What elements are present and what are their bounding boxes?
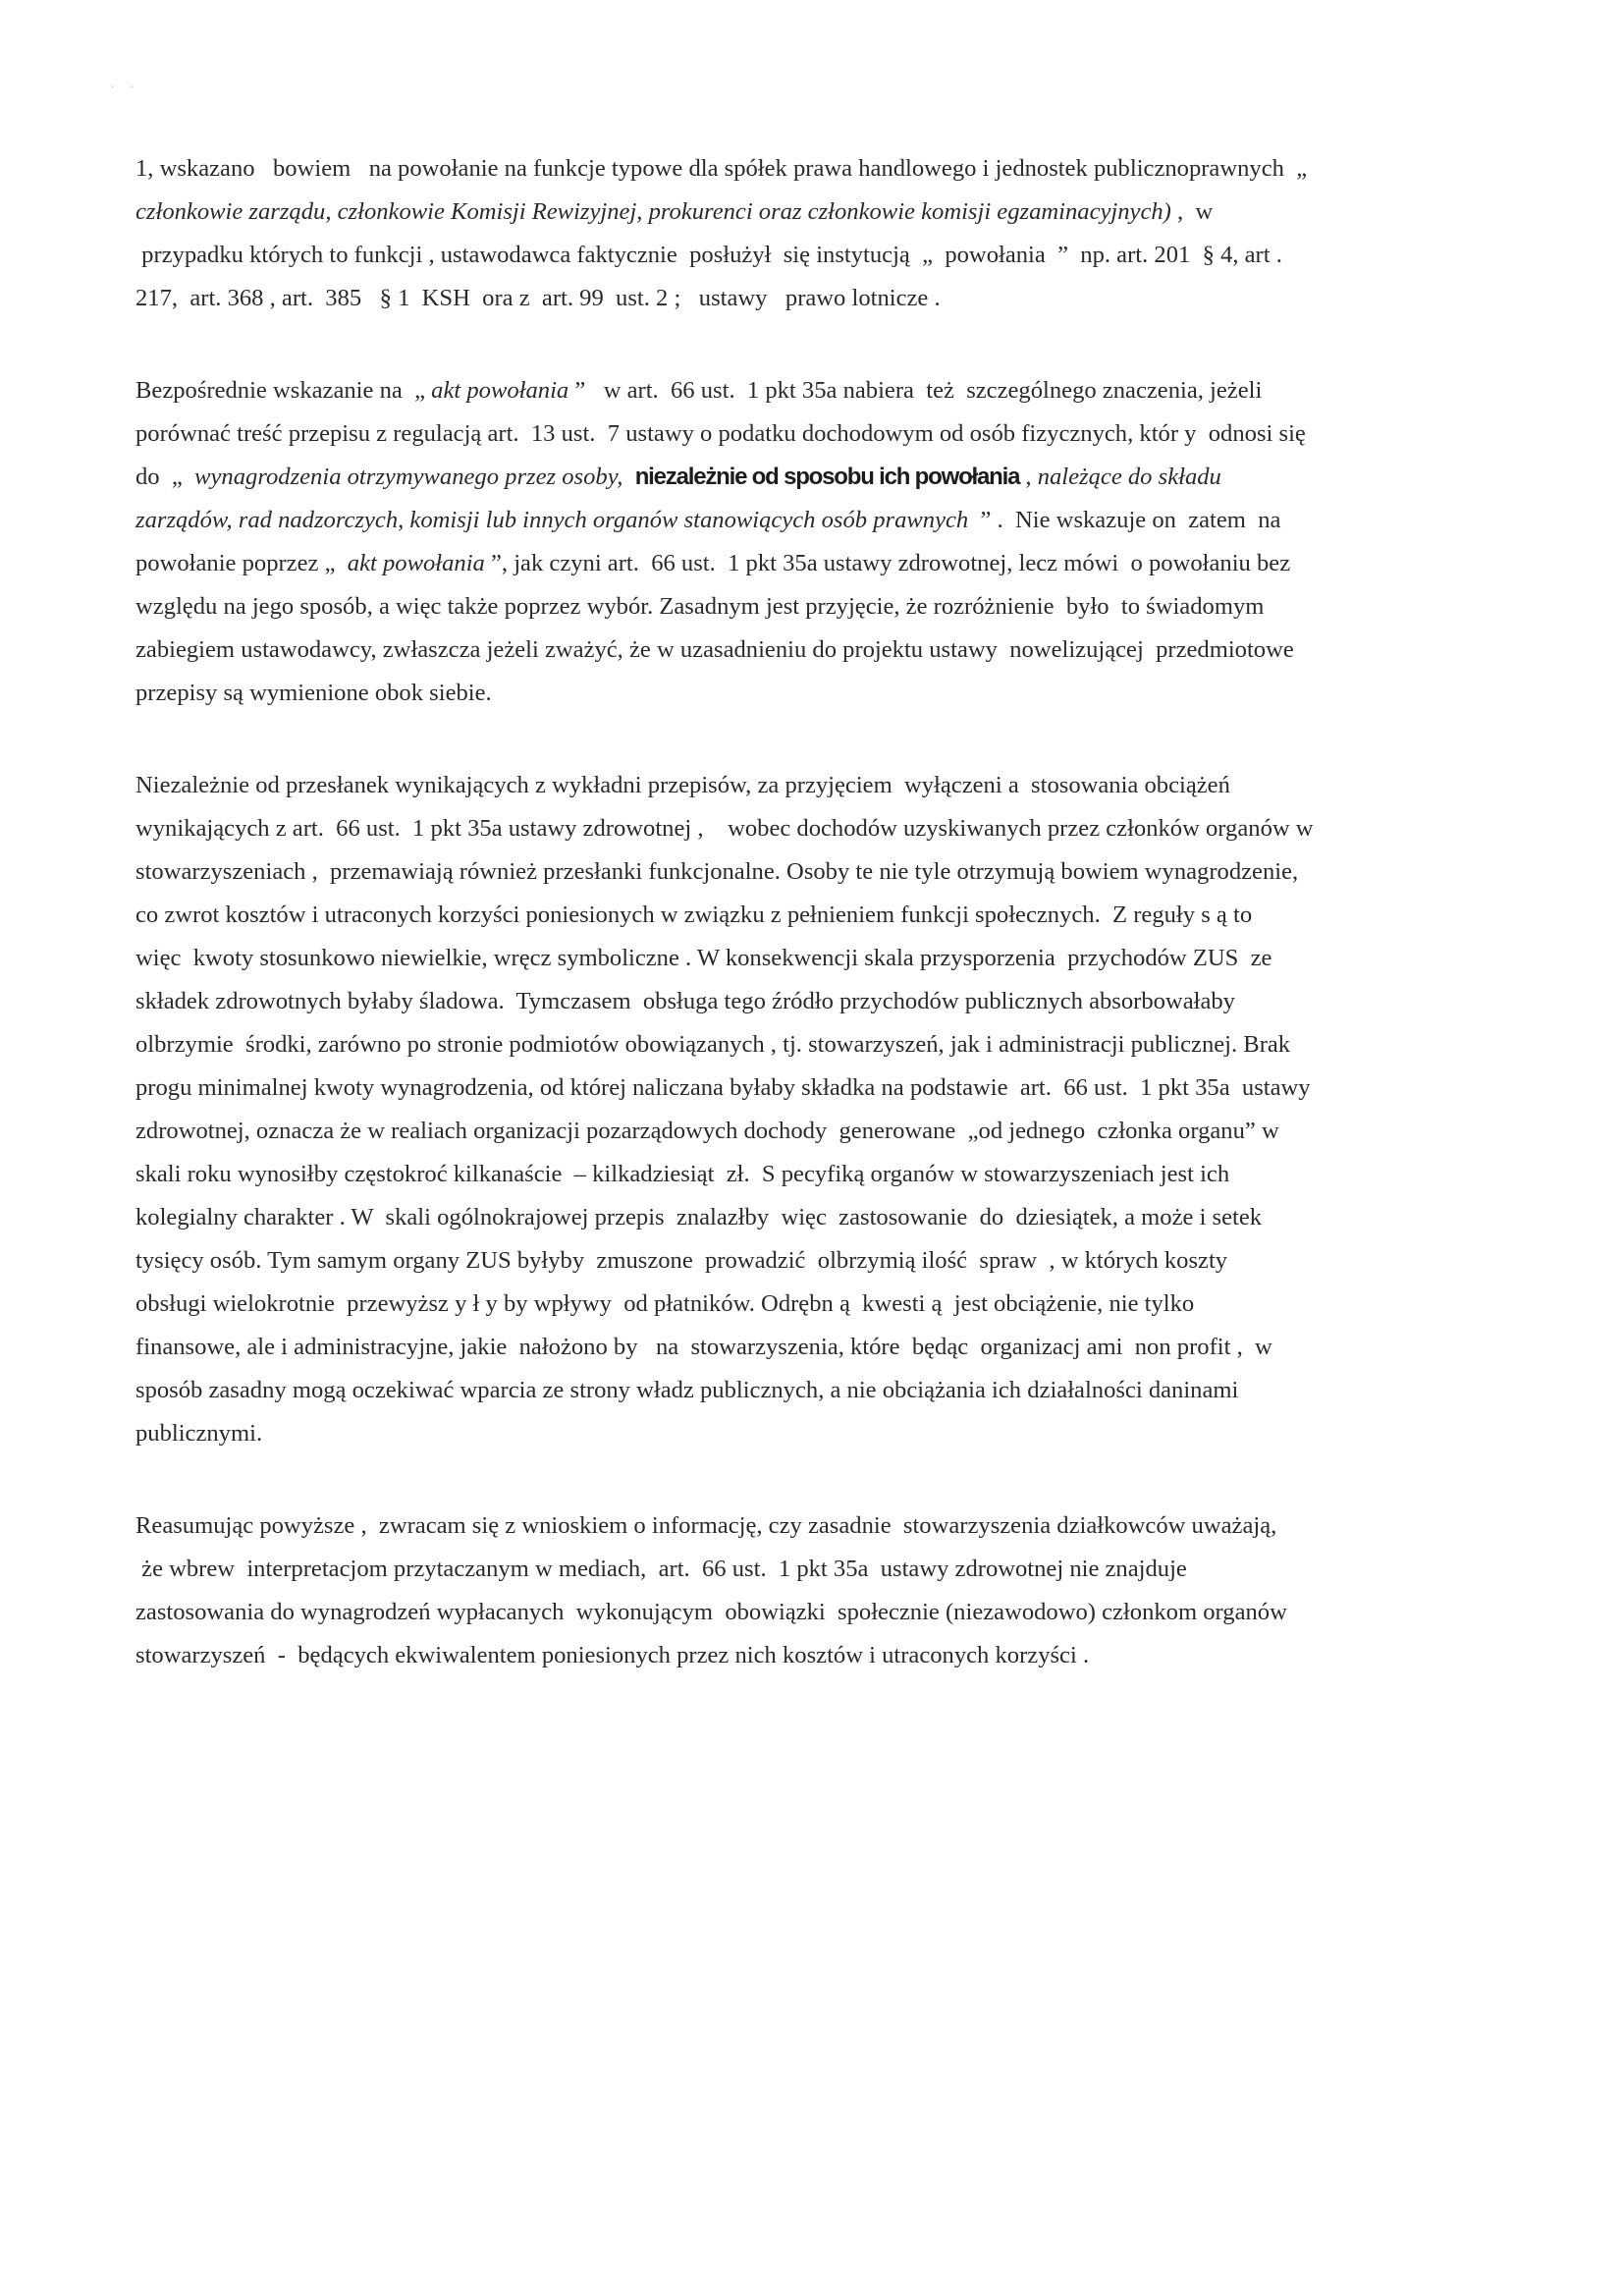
text-segment: względu na jego sposób, a więc także poprzez wybór. Zasadnym jest przyjęcie, że rozróżnienie było to świadomym	[135, 593, 1265, 620]
text-segment: zabiegiem ustawodawcy, zwłaszcza jeżeli zważyć, że w uzasadnieniu do projektu ustawy nowelizującej przedmiotowe	[135, 636, 1294, 663]
text-line	[135, 1369, 1500, 1412]
text-segment: Reasumując powyższe , zwracam się z wnioskiem o informację, czy zasadnie stowarzyszenia działkowców uważają,	[135, 1512, 1277, 1539]
text-line	[135, 764, 1500, 807]
text-line	[135, 1504, 1500, 1548]
text-line	[135, 369, 1500, 412]
text-line	[135, 1110, 1500, 1153]
text-line	[135, 1196, 1500, 1239]
italic-text: zarządów, rad nadzorczych, komisji lub innych organów stanowiących osób prawnych	[135, 507, 969, 533]
text-segment: wynikających z art. 66 ust. 1 pkt 35a ustawy zdrowotnej , wobec dochodów uzyskiwanych przez członków organów w	[135, 815, 1314, 842]
text-line	[135, 1283, 1500, 1326]
text-segment: stowarzyszeń - będących ekwiwalentem poniesionych przez nich kosztów i utraconych korzyści .	[135, 1642, 1090, 1668]
text-line	[135, 807, 1500, 850]
text-segment: ” . Nie wskazuje on zatem na	[968, 507, 1281, 533]
text-segment: składek zdrowotnych byłaby śladowa. Tymczasem obsługa tego źródło przychodów publicznych absorbowałaby	[135, 988, 1235, 1014]
text-segment: kolegialny charakter . W skali ogólnokrajowej przepis znalazłby więc zastosowanie do dziesiątek, a może i setek	[135, 1204, 1263, 1230]
text-line	[135, 850, 1500, 894]
text-segment: stowarzyszeniach , przemawiają również przesłanki funkcjonalne. Osoby te nie tyle otrzymują bowiem wynagrodzenie,	[135, 858, 1299, 885]
text-line	[135, 456, 1500, 499]
text-line	[135, 499, 1500, 542]
italic-text: akt powołania	[431, 377, 569, 404]
text-line	[135, 1412, 1500, 1455]
paragraph-gap	[135, 715, 1500, 764]
paragraph-3	[135, 764, 1500, 1455]
text-segment: ” w art. 66 ust. 1 pkt 35a nabiera też szczególnego znaczenia, jeżeli	[568, 377, 1263, 404]
paragraph-2	[135, 369, 1500, 715]
text-line	[135, 277, 1500, 320]
text-segment: tysięcy osób. Tym samym organy ZUS byłyby zmuszone prowadzić olbrzymią ilość spraw , w których koszty	[135, 1247, 1228, 1274]
text-line	[135, 1548, 1500, 1591]
text-segment: przypadku których to funkcji , ustawodawca faktycznie posłużył się instytucją „ powołania ” np. art. 201 § 4, art .	[135, 242, 1282, 268]
text-segment: więc kwoty stosunkowo niewielkie, wręcz symboliczne . W konsekwencji skala przysporzenia przychodów ZUS ze	[135, 945, 1272, 971]
paragraph-gap	[135, 1455, 1500, 1504]
text-segment: ”, jak czyni art. 66 ust. 1 pkt 35a ustawy zdrowotnej, lecz mówi o powołaniu bez	[484, 550, 1291, 576]
scan-artifact-mark: · ·	[110, 81, 140, 95]
text-segment: co zwrot kosztów i utraconych korzyści poniesionych w związku z pełnieniem funkcji społecznych. Z reguły s ą to	[135, 902, 1253, 928]
text-line	[135, 672, 1500, 715]
letter-body	[135, 147, 1500, 1677]
italic-text: należące do składu	[1037, 464, 1221, 490]
text-line	[135, 585, 1500, 629]
text-line	[135, 1153, 1500, 1196]
text-segment: , w	[1170, 198, 1214, 225]
text-segment: obsługi wielokrotnie przewyższ y ł y by wpływy od płatników. Odrębn ą kwesti ą jest obciążenie, nie tylko	[135, 1290, 1195, 1317]
text-line	[135, 1023, 1500, 1066]
italic-text: członkowie zarządu, członkowie Komisji Rewizyjnej, prokurenci oraz członkowie komisji egzaminacyjnych)	[135, 198, 1171, 225]
text-segment: publicznymi.	[135, 1420, 263, 1447]
text-segment: progu minimalnej kwoty wynagrodzenia, od której naliczana byłaby składka na podstawie art. 66 ust. 1 pkt 35a ustawy	[135, 1074, 1311, 1101]
italic-text: akt powołania	[347, 550, 485, 576]
italic-text: wynagrodzenia otrzymywanego przez osoby,	[194, 464, 623, 490]
text-segment	[622, 464, 634, 490]
text-segment: ,	[1019, 464, 1038, 490]
text-segment: finansowe, ale i administracyjne, jakie nałożono by na stowarzyszenia, które będąc organizacj ami non profit , w	[135, 1334, 1272, 1360]
text-segment: sposób zasadny mogą oczekiwać wparcia ze strony władz publicznych, a nie obciążania ich działalności daninami	[135, 1377, 1239, 1403]
text-segment: zastosowania do wynagrodzeń wypłacanych wykonującym obowiązki społecznie (niezawodowo) członkom organów	[135, 1599, 1287, 1625]
text-segment: powołanie poprzez „	[135, 550, 348, 576]
text-segment: że wbrew interpretacjom przytaczanym w mediach, art. 66 ust. 1 pkt 35a ustawy zdrowotnej nie znajduje	[135, 1556, 1187, 1582]
text-segment: olbrzymie środki, zarówno po stronie podmiotów obowiązanych , tj. stowarzyszeń, jak i administracji publicznej. Brak	[135, 1031, 1291, 1058]
text-line	[135, 234, 1500, 277]
text-line	[135, 629, 1500, 672]
text-line	[135, 1634, 1500, 1677]
text-segment: 1, wskazano bowiem na powołanie na funkcje typowe dla spółek prawa handlowego i jednostek publicznoprawnych „	[135, 155, 1308, 182]
text-segment: porównać treść przepisu z regulacją art. 13 ust. 7 ustawy o podatku dochodowym od osób fizycznych, któr y odnosi się	[135, 420, 1306, 447]
text-line	[135, 1326, 1500, 1369]
text-line	[135, 147, 1500, 191]
text-line	[135, 412, 1500, 456]
text-line	[135, 894, 1500, 937]
text-line	[135, 1591, 1500, 1634]
text-line	[135, 542, 1500, 585]
text-line	[135, 937, 1500, 980]
paragraph-1	[135, 147, 1500, 320]
bold-emphasis-text: niezależnie od sposobu ich powołania	[634, 464, 1020, 490]
text-line	[135, 1066, 1500, 1110]
text-line	[135, 980, 1500, 1023]
text-segment: Bezpośrednie wskazanie na „	[135, 377, 432, 404]
text-line	[135, 1239, 1500, 1283]
paragraph-4	[135, 1504, 1500, 1677]
text-segment: zdrowotnej, oznacza że w realiach organizacji pozarządowych dochody generowane „od jednego członka organu” w	[135, 1118, 1279, 1144]
text-segment: skali roku wynosiłby częstokroć kilkanaście – kilkadziesiąt zł. S pecyfiką organów w stowarzyszeniach jest ich	[135, 1161, 1230, 1187]
text-segment: przepisy są wymienione obok siebie.	[135, 680, 492, 706]
text-segment: 217, art. 368 , art. 385 § 1 KSH ora z art. 99 ust. 2 ; ustawy prawo lotnicze .	[135, 285, 941, 311]
text-line	[135, 191, 1500, 234]
paragraph-gap	[135, 320, 1500, 369]
text-segment: Niezależnie od przesłanek wynikających z wykładni przepisów, za przyjęciem wyłączeni a stosowania obciążeń	[135, 772, 1230, 798]
text-segment: do „	[135, 464, 195, 490]
